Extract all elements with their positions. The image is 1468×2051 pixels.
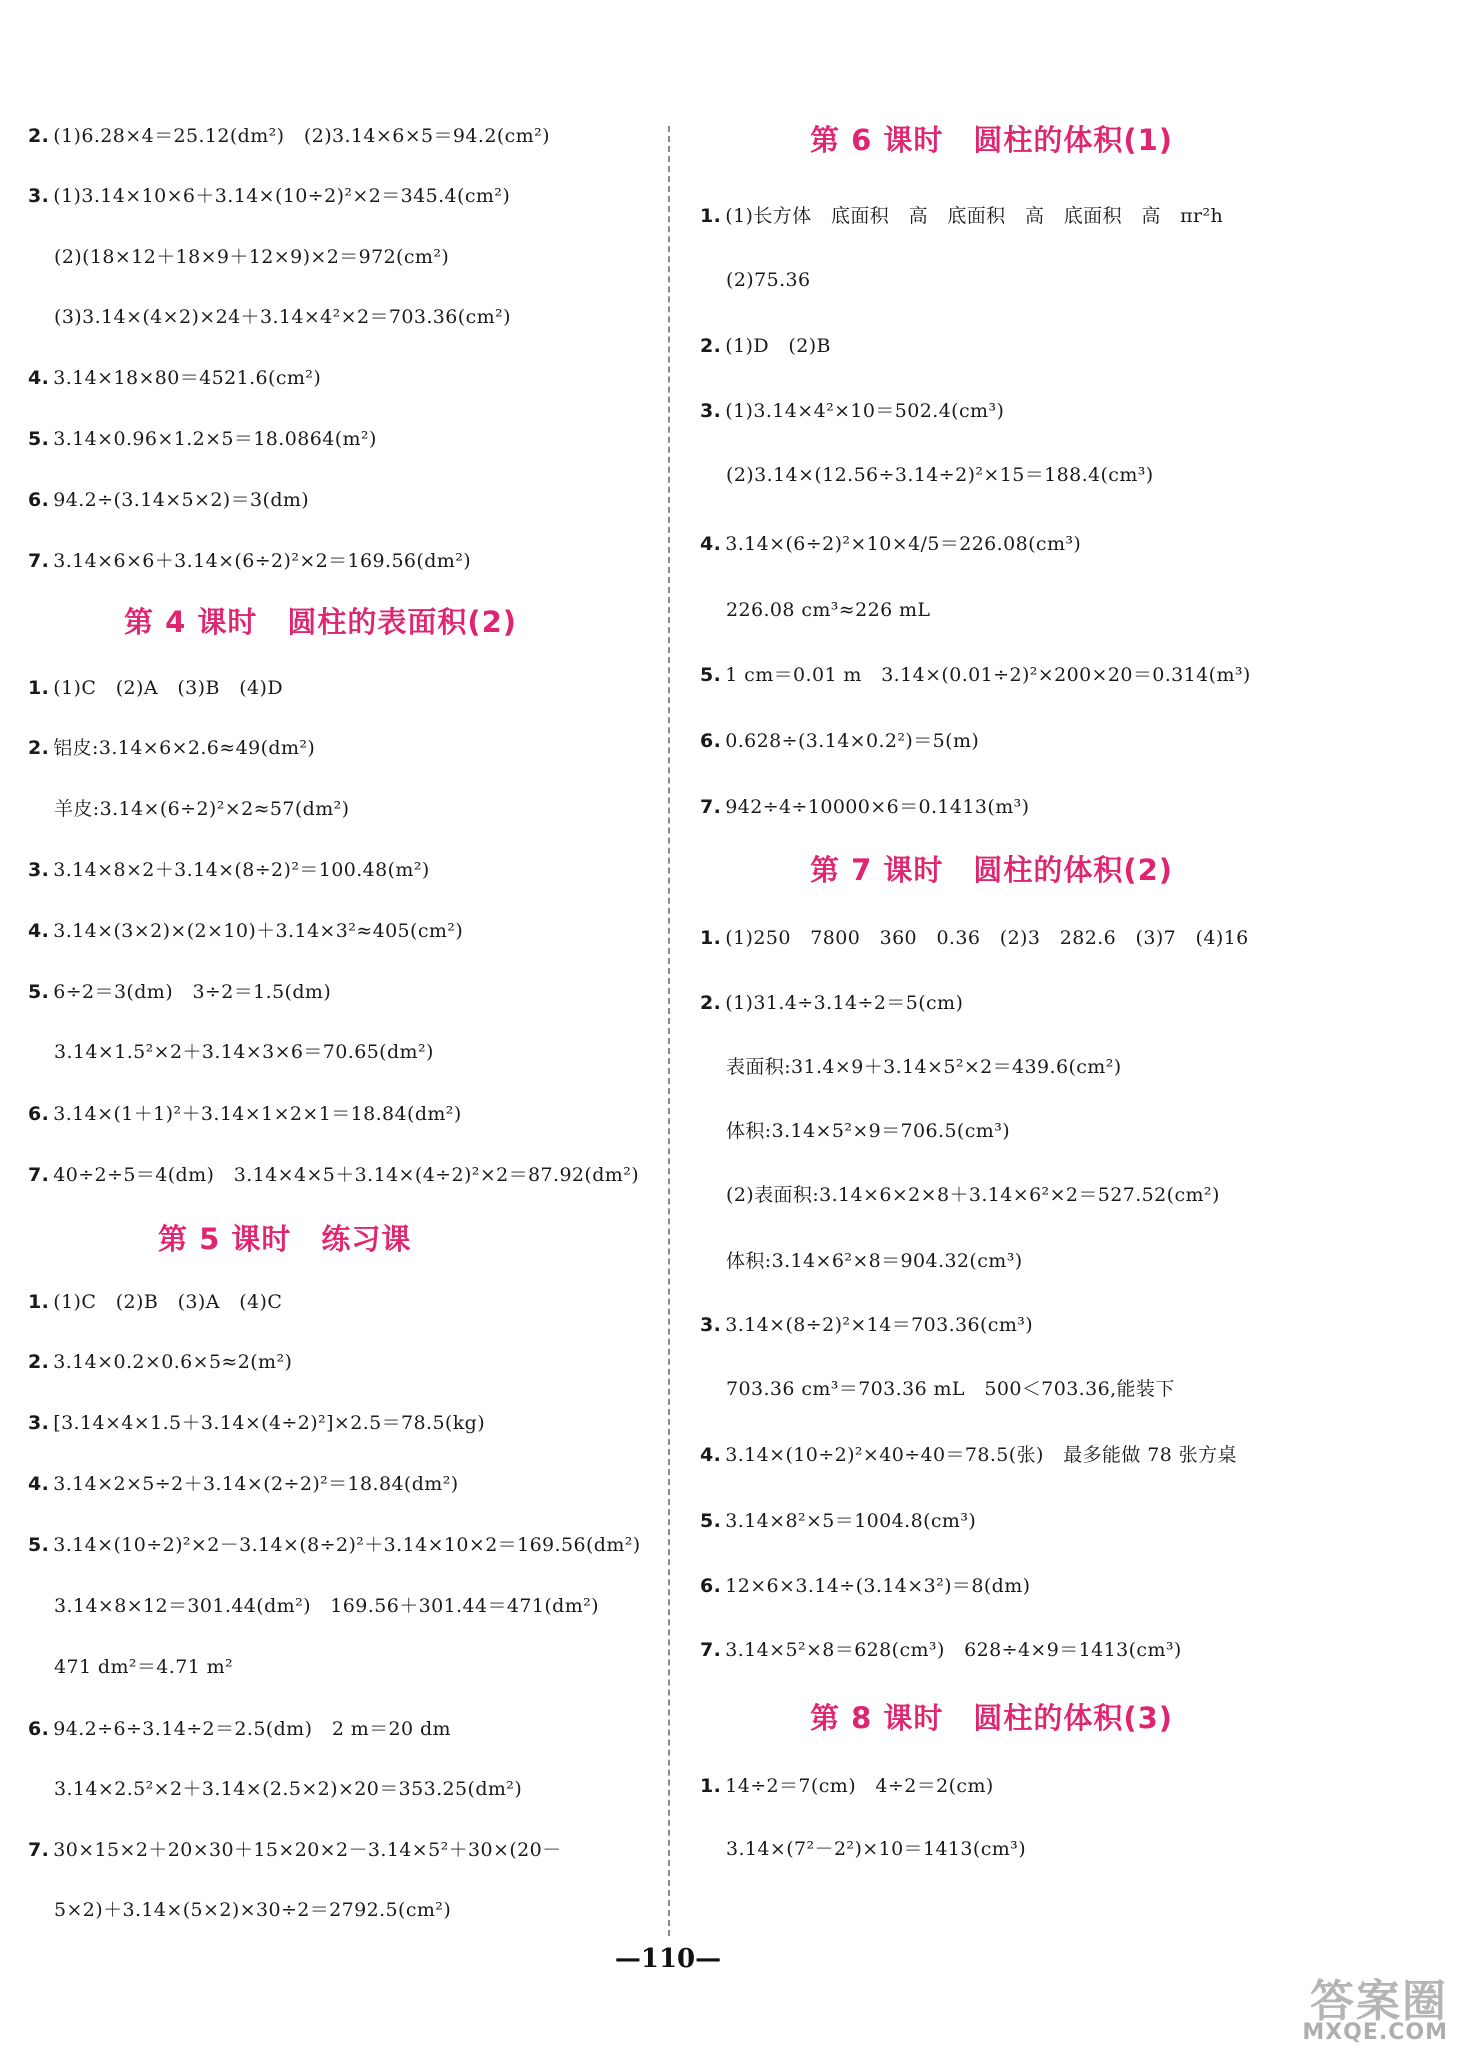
answer-line bbox=[28, 1290, 282, 1314]
answer-line bbox=[726, 1119, 1010, 1143]
answer-line bbox=[28, 1838, 562, 1862]
question-number: 3. bbox=[28, 859, 50, 881]
answer-text: 3.14×(10÷2)²×2－3.14×(8÷2)²＋3.14×10×2＝169.56(dm²) bbox=[53, 1534, 641, 1556]
answer-line bbox=[54, 245, 449, 269]
answer-text: 3.14×8×12＝301.44(dm²) 169.56＋301.44＝471(dm²) bbox=[54, 1595, 599, 1617]
question-number: 5. bbox=[700, 664, 722, 686]
answer-text: (2)75.36 bbox=[726, 269, 811, 291]
answer-text: 羊皮:3.14×(6÷2)²×2≈57(dm²) bbox=[54, 798, 350, 820]
question-number: 6. bbox=[28, 1103, 50, 1125]
question-number: 2. bbox=[700, 992, 722, 1014]
answer-line bbox=[28, 427, 377, 451]
answer-text: 226.08 cm³≈226 mL bbox=[726, 599, 931, 621]
answer-line bbox=[700, 991, 963, 1015]
answer-line bbox=[28, 1472, 459, 1496]
answer-line bbox=[28, 1163, 639, 1187]
answer-text: 3.14×18×80＝4521.6(cm²) bbox=[53, 367, 322, 389]
question-number: 7. bbox=[700, 796, 722, 818]
answer-line bbox=[726, 268, 811, 292]
answer-text: 40÷2÷5＝4(dm) 3.14×4×5＋3.14×(4÷2)²×2＝87.92(dm²) bbox=[53, 1164, 640, 1186]
answer-line bbox=[726, 1377, 1175, 1401]
question-number: 4. bbox=[700, 533, 722, 555]
question-number: 5. bbox=[700, 1510, 722, 1532]
answer-text: [3.14×4×1.5＋3.14×(4÷2)²]×2.5＝78.5(kg) bbox=[53, 1412, 486, 1434]
answer-text: (2)表面积:3.14×6×2×8＋3.14×6²×2＝527.52(cm²) bbox=[726, 1184, 1220, 1206]
answer-line bbox=[54, 1777, 522, 1801]
question-number: 5. bbox=[28, 1534, 50, 1556]
answer-line bbox=[28, 1411, 485, 1435]
question-number: 6. bbox=[700, 730, 722, 752]
answer-line bbox=[700, 532, 1081, 556]
answer-line bbox=[726, 1055, 1122, 1079]
answer-text: 6÷2＝3(dm) 3÷2＝1.5(dm) bbox=[53, 981, 332, 1003]
lesson-heading: 第 6 课时 圆柱的体积(1) bbox=[810, 123, 1174, 157]
answer-line bbox=[726, 1837, 1026, 1861]
answer-text: (1)6.28×4＝25.12(dm²) (2)3.14×6×5＝94.2(cm²) bbox=[53, 125, 550, 147]
answer-line bbox=[700, 1509, 976, 1533]
question-number: 3. bbox=[700, 1314, 722, 1336]
question-number: 1. bbox=[28, 677, 50, 699]
question-number: 7. bbox=[28, 550, 50, 572]
answer-text: (2)(18×12＋18×9＋12×9)×2＝972(cm²) bbox=[54, 246, 450, 268]
answer-text: 12×6×3.14÷(3.14×3²)＝8(dm) bbox=[725, 1575, 1031, 1597]
answer-line bbox=[700, 399, 1004, 423]
watermark-site: MXQE.COM bbox=[1302, 2020, 1448, 2045]
answer-text: 3.14×6×6＋3.14×(6÷2)²×2＝169.56(dm²) bbox=[53, 550, 472, 572]
answer-text: 3.14×2.5²×2＋3.14×(2.5×2)×20＝353.25(dm²) bbox=[54, 1778, 523, 1800]
answer-line bbox=[700, 204, 1223, 228]
question-number: 2. bbox=[28, 737, 50, 759]
question-number: 2. bbox=[28, 1351, 50, 1373]
column-divider bbox=[668, 126, 670, 1936]
lesson-heading: 第 8 课时 圆柱的体积(3) bbox=[810, 1701, 1174, 1735]
question-number: 5. bbox=[28, 428, 50, 450]
answer-text: 3.14×(6÷2)²×10×4/5＝226.08(cm³) bbox=[725, 533, 1082, 555]
answer-line bbox=[54, 1040, 434, 1064]
question-number: 1. bbox=[700, 205, 722, 227]
answer-line bbox=[28, 980, 331, 1004]
answer-line bbox=[28, 736, 315, 760]
answer-line bbox=[700, 795, 1029, 819]
question-number: 6. bbox=[28, 1718, 50, 1740]
answer-line bbox=[28, 1350, 292, 1374]
question-number: 6. bbox=[700, 1575, 722, 1597]
answer-line bbox=[28, 124, 550, 148]
answer-text: 3.14×(8÷2)²×14＝703.36(cm³) bbox=[725, 1314, 1034, 1336]
question-number: 3. bbox=[28, 185, 50, 207]
answer-line bbox=[700, 926, 1249, 950]
answer-text: 1 cm＝0.01 m 3.14×(0.01÷2)²×200×20＝0.314(m³) bbox=[725, 664, 1251, 686]
answer-text: (1)D (2)B bbox=[725, 335, 831, 357]
answer-line bbox=[700, 1774, 994, 1798]
answer-line bbox=[28, 488, 309, 512]
page-number: —110— bbox=[614, 1944, 722, 1974]
answer-text: 3.14×5²×8＝628(cm³) 628÷4×9＝1413(cm³) bbox=[725, 1639, 1182, 1661]
answer-text: 94.2÷(3.14×5×2)＝3(dm) bbox=[53, 489, 310, 511]
answer-line bbox=[700, 1313, 1033, 1337]
question-number: 2. bbox=[28, 125, 50, 147]
answer-text: (1)C (2)B (3)A (4)C bbox=[53, 1291, 283, 1313]
answer-line bbox=[726, 598, 930, 622]
answer-text: 3.14×(1＋1)²＋3.14×1×2×1＝18.84(dm²) bbox=[53, 1103, 462, 1125]
answer-text: (1)31.4÷3.14÷2＝5(cm) bbox=[725, 992, 964, 1014]
answer-line bbox=[28, 676, 283, 700]
answer-line bbox=[54, 305, 511, 329]
question-number: 7. bbox=[28, 1839, 50, 1861]
answer-text: 3.14×0.96×1.2×5＝18.0864(m²) bbox=[53, 428, 377, 450]
answer-text: 3.14×0.2×0.6×5≈2(m²) bbox=[53, 1351, 293, 1373]
lesson-heading: 第 7 课时 圆柱的体积(2) bbox=[810, 853, 1174, 887]
answer-text: 0.628÷(3.14×0.2²)＝5(m) bbox=[725, 730, 980, 752]
answer-text: 表面积:31.4×9＋3.14×5²×2＝439.6(cm²) bbox=[726, 1056, 1122, 1078]
answer-text: 3.14×1.5²×2＋3.14×3×6＝70.65(dm²) bbox=[54, 1041, 434, 1063]
watermark-logo bbox=[1238, 1965, 1448, 2045]
question-number: 6. bbox=[28, 489, 50, 511]
answer-text: 3.14×(10÷2)²×40÷40＝78.5(张) 最多能做 78 张方桌 bbox=[725, 1444, 1237, 1466]
answer-line bbox=[700, 1443, 1237, 1467]
question-number: 1. bbox=[700, 1775, 722, 1797]
answer-line bbox=[28, 919, 463, 943]
answer-line bbox=[28, 549, 471, 573]
answer-line bbox=[54, 1655, 233, 1679]
answer-line bbox=[28, 1717, 451, 1741]
watermark-brand: 答案圈 bbox=[1310, 1976, 1448, 2027]
answer-text: 3.14×(3×2)×(2×10)＋3.14×3²≈405(cm²) bbox=[53, 920, 464, 942]
answer-line bbox=[28, 184, 510, 208]
answer-text: 3.14×8×2＋3.14×(8÷2)²＝100.48(m²) bbox=[53, 859, 430, 881]
answer-line bbox=[54, 1594, 599, 1618]
question-number: 4. bbox=[28, 920, 50, 942]
answer-text: 3.14×2×5÷2＋3.14×(2÷2)²＝18.84(dm²) bbox=[53, 1473, 459, 1495]
answer-line bbox=[28, 1102, 462, 1126]
lesson-heading: 第 4 课时 圆柱的表面积(2) bbox=[124, 605, 518, 639]
question-number: 3. bbox=[700, 400, 722, 422]
answer-text: (1)3.14×10×6＋3.14×(10÷2)²×2＝345.4(cm²) bbox=[53, 185, 511, 207]
answer-line bbox=[28, 1533, 641, 1557]
question-number: 1. bbox=[28, 1291, 50, 1313]
answer-line bbox=[726, 1183, 1220, 1207]
answer-line bbox=[700, 1638, 1182, 1662]
answer-text: 14÷2＝7(cm) 4÷2＝2(cm) bbox=[725, 1775, 994, 1797]
answer-text: (3)3.14×(4×2)×24＋3.14×4²×2＝703.36(cm²) bbox=[54, 306, 511, 328]
answer-line bbox=[28, 366, 321, 390]
answer-line bbox=[700, 334, 831, 358]
answer-text: 体积:3.14×5²×9＝706.5(cm³) bbox=[726, 1120, 1011, 1142]
answer-line bbox=[54, 797, 350, 821]
question-number: 5. bbox=[28, 981, 50, 1003]
answer-text: 94.2÷6÷3.14÷2＝2.5(dm) 2 m＝20 dm bbox=[53, 1718, 451, 1740]
answer-text: 5×2)＋3.14×(5×2)×30÷2＝2792.5(cm²) bbox=[54, 1899, 452, 1921]
question-number: 4. bbox=[700, 1444, 722, 1466]
question-number: 1. bbox=[700, 927, 722, 949]
answer-text: 471 dm²＝4.71 m² bbox=[54, 1656, 234, 1678]
answer-line bbox=[700, 729, 979, 753]
answer-text: 铝皮:3.14×6×2.6≈49(dm²) bbox=[53, 737, 316, 759]
answer-line bbox=[700, 663, 1251, 687]
question-number: 3. bbox=[28, 1412, 50, 1434]
question-number: 7. bbox=[700, 1639, 722, 1661]
answer-line bbox=[54, 1898, 451, 1922]
answer-line bbox=[700, 1574, 1030, 1598]
answer-text: (1)C (2)A (3)B (4)D bbox=[53, 677, 283, 699]
question-number: 7. bbox=[28, 1164, 50, 1186]
answer-text: 体积:3.14×6²×8＝904.32(cm³) bbox=[726, 1250, 1023, 1272]
question-number: 4. bbox=[28, 367, 50, 389]
answer-line bbox=[28, 858, 430, 882]
answer-text: (2)3.14×(12.56÷3.14÷2)²×15＝188.4(cm³) bbox=[726, 464, 1154, 486]
answer-text: 703.36 cm³＝703.36 mL 500＜703.36,能装下 bbox=[726, 1378, 1175, 1400]
question-number: 4. bbox=[28, 1473, 50, 1495]
answer-text: (1)3.14×4²×10＝502.4(cm³) bbox=[725, 400, 1005, 422]
answer-text: (1)250 7800 360 0.36 (2)3 282.6 (3)7 (4)16 bbox=[725, 927, 1249, 949]
answer-text: (1)长方体 底面积 高 底面积 高 底面积 高 πr²h bbox=[725, 205, 1224, 227]
answer-line bbox=[726, 463, 1154, 487]
answer-text: 30×15×2＋20×30＋15×20×2－3.14×5²＋30×(20－ bbox=[53, 1839, 562, 1861]
answer-text: 3.14×8²×5＝1004.8(cm³) bbox=[725, 1510, 977, 1532]
lesson-heading: 第 5 课时 练习课 bbox=[158, 1222, 412, 1256]
question-number: 2. bbox=[700, 335, 722, 357]
answer-line bbox=[726, 1249, 1023, 1273]
answer-text: 3.14×(7²－2²)×10＝1413(cm³) bbox=[726, 1838, 1027, 1860]
answer-text: 942÷4÷10000×6＝0.1413(m³) bbox=[725, 796, 1030, 818]
